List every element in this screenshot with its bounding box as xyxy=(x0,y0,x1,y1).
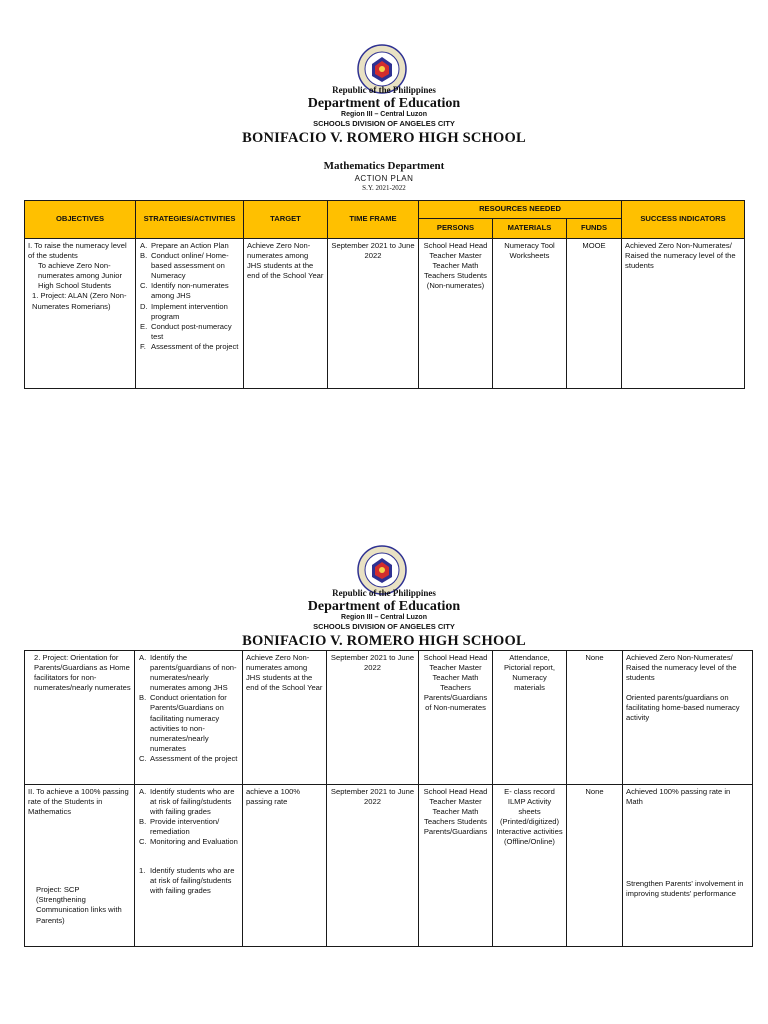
objective-cell xyxy=(25,651,135,785)
department-title: Department of Education xyxy=(307,599,461,614)
strategy-text: Prepare an Action Plan xyxy=(151,241,229,250)
strategy-text: Conduct online/ Home-based assessment on Numeracy xyxy=(151,251,229,281)
success-cell xyxy=(623,651,753,785)
strategy-marker: D. xyxy=(140,301,148,311)
table-row xyxy=(25,785,753,947)
header-resources: RESOURCES NEEDED xyxy=(419,201,622,219)
republic-label: Republic of the Philippines xyxy=(332,588,436,598)
persons-cell: School Head Head Teacher Master Teacher Math Teachers Students Parents/Guardians xyxy=(419,785,493,947)
strategy-marker: A. xyxy=(140,241,148,250)
table-row xyxy=(25,651,753,785)
strategies-cell xyxy=(135,785,243,947)
strategy-marker: C. xyxy=(139,753,147,763)
strategy-marker: C. xyxy=(140,281,148,291)
strategy-text: Conduct post-numeracy test xyxy=(151,321,232,341)
success-cell xyxy=(623,785,753,947)
school-name: BONIFACIO V. ROMERO HIGH SCHOOL xyxy=(242,633,526,649)
strategy-marker: C. xyxy=(139,837,147,847)
header-time-frame: TIME FRAME xyxy=(328,201,419,239)
persons-cell: School Head Head Teacher Master Teacher Math Teachers Parents/Guardians of Non-numerates xyxy=(419,651,493,785)
strategy-text: Identify students who are at risk of failing/students with failing grades xyxy=(150,787,235,817)
success-cell: Achieved Zero Non-Numerates/ Raised the numeracy level of the students xyxy=(622,239,745,389)
header-materials: MATERIALS xyxy=(493,219,567,239)
strategy-item xyxy=(139,653,239,693)
time-frame-cell: September 2021 to June 2022 xyxy=(327,651,419,785)
materials-cell: Attendance, Pictorial report, Numeracy materials xyxy=(493,651,567,785)
success-text: Achieved Zero Non-Numerates/ Raised the numeracy level of the students xyxy=(626,653,737,683)
strategy-marker: F. xyxy=(140,341,146,351)
strategy-text: Identify non-numerates among JHS xyxy=(151,281,229,301)
objective-project: 1. Project: ALAN (Zero Non-Numerates Romerians) xyxy=(32,291,127,311)
target-cell: achieve a 100% passing rate xyxy=(243,785,327,947)
success-text: Achieved 100% passing rate in Math xyxy=(626,787,731,807)
objective-project: Project: SCP (Strengthening Communication links with Parents) xyxy=(36,885,122,925)
objective-text: To achieve Zero Non-numerates among Junior High School Students xyxy=(38,261,122,291)
strategy-text: Identify students who are at risk of failing/students with failing grades xyxy=(150,865,235,895)
objective-cell xyxy=(25,239,136,389)
funds-cell: MOOE xyxy=(567,239,622,389)
division-label: SCHOOLS DIVISION OF ANGELES CITY xyxy=(313,119,455,128)
strategy-marker: B. xyxy=(139,817,147,827)
strategy-marker: E. xyxy=(140,321,148,331)
header-target: TARGET xyxy=(244,201,328,239)
objective-text: I. To raise the numeracy level of the students xyxy=(28,241,127,261)
strategy-text: Monitoring and Evaluation xyxy=(150,837,238,847)
strategy-marker: B. xyxy=(139,693,147,703)
action-plan-table-continued xyxy=(24,650,753,947)
strategy-marker: B. xyxy=(140,251,148,261)
funds-cell: None xyxy=(567,785,623,947)
persons-cell: School Head Head Teacher Master Teacher Math Teachers Students (Non-numerates) xyxy=(419,239,493,389)
strategy-marker: 1. xyxy=(139,865,146,875)
strategy-item xyxy=(140,251,240,281)
math-department-title: Mathematics Department xyxy=(323,160,445,172)
strategy-item xyxy=(140,241,240,251)
region-label: Region III – Central Luzon xyxy=(341,111,427,118)
funds-cell: None xyxy=(567,651,623,785)
division-label: SCHOOLS DIVISION OF ANGELES CITY xyxy=(313,622,455,631)
strategies-cell xyxy=(135,651,243,785)
action-plan-table xyxy=(24,200,745,389)
strategy-item xyxy=(139,865,239,896)
strategy-item xyxy=(139,753,239,764)
time-frame-cell: September 2021 to June 2022 xyxy=(327,785,419,947)
header-funds: FUNDS xyxy=(567,219,622,239)
objective-cell xyxy=(25,785,135,947)
school-name: BONIFACIO V. ROMERO HIGH SCHOOL xyxy=(242,130,526,146)
action-plan-title: ACTION PLAN xyxy=(354,174,414,183)
header-objectives: OBJECTIVES xyxy=(25,201,136,239)
strategies-cell xyxy=(136,239,244,389)
strategy-item xyxy=(140,281,240,301)
strategy-text: Provide intervention/ remediation xyxy=(150,817,220,837)
strategy-item xyxy=(140,301,240,322)
success-text: Oriented parents/guardians on facilitating home-based numeracy activity xyxy=(626,693,740,723)
header-persons: PERSONS xyxy=(419,219,493,239)
strategy-text: Identify the parents/guardians of non-numerates/nearly numerates among JHS xyxy=(150,653,237,693)
region-label: Region III – Central Luzon xyxy=(341,614,427,621)
strategy-text: Assessment of the project xyxy=(150,753,238,763)
target-cell: Achieve Zero Non-numerates among JHS students at the end of the School Year xyxy=(244,239,328,389)
materials-cell: Numeracy Tool Worksheets xyxy=(493,239,567,389)
objective-text: 2. Project: Orientation for Parents/Guardians as Home facilitators for non-numerates/nearly numerates xyxy=(34,653,131,693)
header-strategies: STRATEGIES/ACTIVITIES xyxy=(136,201,244,239)
strategy-item xyxy=(139,837,239,847)
time-frame-cell: September 2021 to June 2022 xyxy=(328,239,419,389)
strategy-item xyxy=(140,321,240,342)
strategy-text: Conduct orientation for Parents/Guardians on facilitating numeracy activities to non-numerates/nearly numerates xyxy=(150,693,227,753)
target-cell: Achieve Zero Non-numerates among JHS students at the end of the School Year xyxy=(243,651,327,785)
success-text: Strengthen Parents' involvement in improving students' performance xyxy=(626,879,744,899)
strategy-item xyxy=(139,693,239,754)
objective-text: II. To achieve a 100% passing rate of the Students in Mathematics xyxy=(28,787,129,817)
materials-cell: E- class record ILMP Activity sheets (Printed/digitized) Interactive activities (Offline/Online) xyxy=(493,785,567,947)
header-success: SUCCESS INDICATORS xyxy=(622,201,745,239)
strategy-item xyxy=(139,787,239,817)
school-year: S.Y. 2021-2022 xyxy=(362,184,406,192)
strategy-item xyxy=(140,341,240,352)
department-title: Department of Education xyxy=(307,96,461,111)
strategy-text: Assessment of the project xyxy=(151,341,239,351)
strategy-text: Implement intervention program xyxy=(151,301,228,321)
strategy-marker: A. xyxy=(139,653,147,662)
strategy-item xyxy=(139,817,239,837)
republic-label: Republic of the Philippines xyxy=(332,85,436,95)
table-row xyxy=(25,239,745,389)
strategy-marker: A. xyxy=(139,787,147,796)
